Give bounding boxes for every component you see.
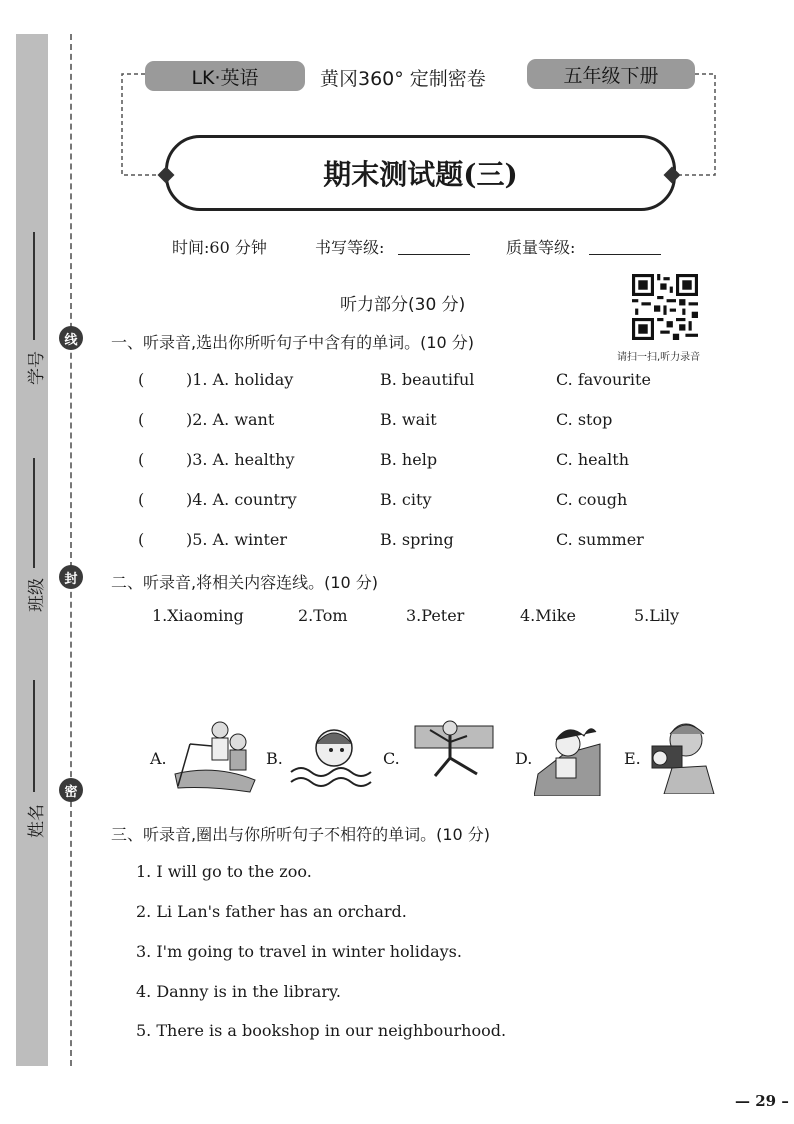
swimming-picture[interactable] <box>286 722 376 788</box>
option-a[interactable]: )1. A. holiday <box>186 370 294 389</box>
seal-line-char: 线 <box>59 326 83 350</box>
seal-mi-char: 密 <box>59 778 83 802</box>
sick-girl-picture[interactable] <box>534 714 604 796</box>
exercising-picture[interactable] <box>405 716 495 782</box>
student-id-label: 学号 <box>27 351 47 385</box>
fishing-boys-picture[interactable] <box>170 714 260 796</box>
option-b[interactable]: B. help <box>380 450 438 469</box>
series-title: 黄冈360° 定制密卷 <box>320 68 486 90</box>
sentence-3[interactable]: 3. I'm going to travel in winter holidays. <box>136 942 462 961</box>
option-c[interactable]: C. summer <box>556 530 644 549</box>
sentence-4[interactable]: 4. Danny is in the library. <box>136 982 341 1001</box>
picture-label-c: C. <box>383 749 400 768</box>
qr-code-icon[interactable] <box>632 274 698 340</box>
picture-label-d: D. <box>515 749 533 768</box>
option-a[interactable]: )2. A. want <box>186 410 275 429</box>
section2-title: 二、听录音,将相关内容连线。(10 分) <box>111 573 379 592</box>
option-b[interactable]: B. spring <box>380 530 454 549</box>
name-label: 姓名 <box>27 804 47 838</box>
option-c[interactable]: C. stop <box>556 410 613 429</box>
sentence-2[interactable]: 2. Li Lan's father has an orchard. <box>136 902 407 921</box>
quality-grade-field[interactable] <box>589 254 661 255</box>
grade-pill: 五年级下册 <box>527 59 695 89</box>
option-a[interactable]: )5. A. winter <box>186 530 287 549</box>
page-title: 期末测试题(三) <box>165 135 676 211</box>
option-a[interactable]: )3. A. healthy <box>186 450 295 469</box>
match-name-3[interactable]: 3.Peter <box>406 606 465 625</box>
option-c[interactable]: C. favourite <box>556 370 651 389</box>
qr-caption: 请扫一扫,听力录音 <box>617 352 701 363</box>
writing-grade-field[interactable] <box>398 254 470 255</box>
picture-label-a: A. <box>150 749 167 768</box>
class-label: 班级 <box>27 578 47 612</box>
answer-bracket[interactable]: ( <box>138 530 145 549</box>
match-name-4[interactable]: 4.Mike <box>520 606 576 625</box>
answer-bracket[interactable]: ( <box>138 410 145 429</box>
photographer-picture[interactable] <box>644 718 716 794</box>
time-info: 时间:60 分钟 <box>172 238 267 257</box>
picture-label-e: E. <box>624 749 641 768</box>
answer-bracket[interactable]: ( <box>138 450 145 469</box>
option-c[interactable]: C. cough <box>556 490 628 509</box>
picture-label-b: B. <box>266 749 283 768</box>
match-name-1[interactable]: 1.Xiaoming <box>152 606 244 625</box>
answer-bracket[interactable]: ( <box>138 490 145 509</box>
quality-grade-label: 质量等级: <box>506 238 576 257</box>
listening-heading: 听力部分(30 分) <box>340 295 466 315</box>
writing-grade-label: 书写等级: <box>315 238 385 257</box>
section1-title: 一、听录音,选出你所听句子中含有的单词。(10 分) <box>111 333 475 352</box>
subject-pill: LK·英语 <box>145 61 305 91</box>
option-b[interactable]: B. city <box>380 490 432 509</box>
option-b[interactable]: B. wait <box>380 410 437 429</box>
section3-title: 三、听录音,圈出与你所听句子不相符的单词。(10 分) <box>111 825 491 844</box>
name-line <box>33 680 35 792</box>
sentence-1[interactable]: 1. I will go to the zoo. <box>136 862 312 881</box>
answer-bracket[interactable]: ( <box>138 370 145 389</box>
match-name-5[interactable]: 5.Lily <box>634 606 680 625</box>
student-id-line <box>33 232 35 340</box>
option-b[interactable]: B. beautiful <box>380 370 475 389</box>
class-line <box>33 458 35 568</box>
sentence-5[interactable]: 5. There is a bookshop in our neighbourhood. <box>136 1021 507 1040</box>
page-number: — 29 – <box>735 1092 789 1110</box>
seal-feng-char: 封 <box>59 565 83 589</box>
option-c[interactable]: C. health <box>556 450 630 469</box>
option-a[interactable]: )4. A. country <box>186 490 297 509</box>
match-name-2[interactable]: 2.Tom <box>298 606 348 625</box>
